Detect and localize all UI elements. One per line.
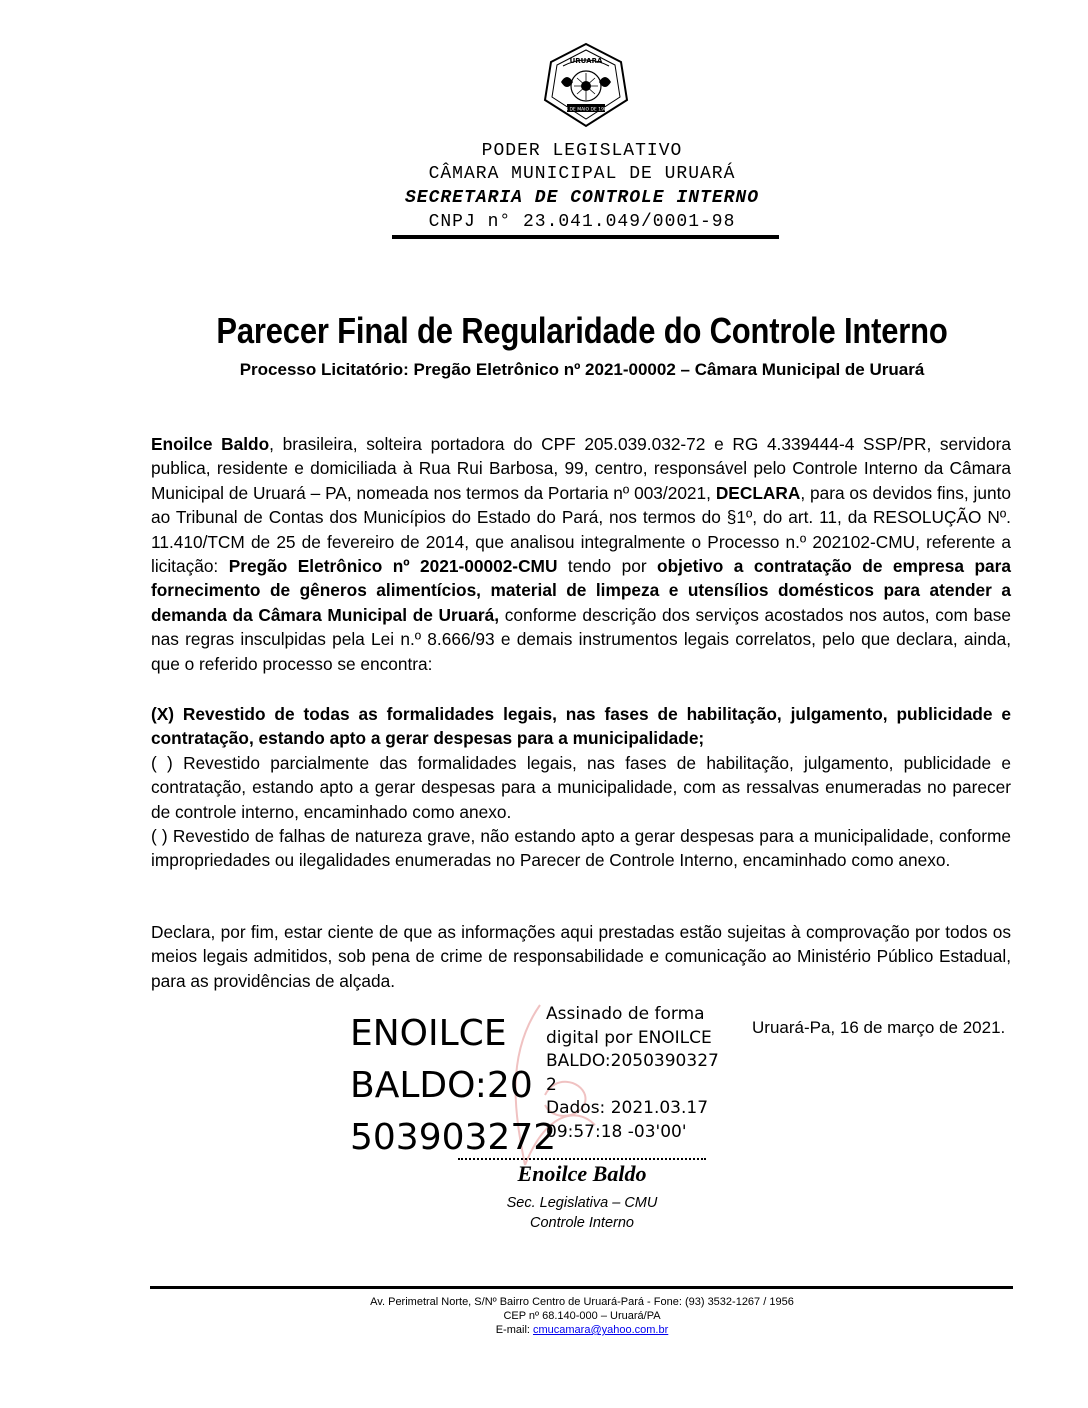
footer-cep: CEP nº 68.140-000 – Uruará/PA <box>503 1310 661 1322</box>
place-and-date: Uruará-Pa, 16 de março de 2021. <box>752 1018 1006 1037</box>
options-list <box>151 702 1011 873</box>
footer-address: Av. Perimetral Norte, S/Nº Bairro Centro de Uruará-Pará - Fone: (93) 3532-1267 / 1956 <box>370 1296 794 1308</box>
signer-department: Controle Interno <box>530 1215 634 1231</box>
signer-name: Enoilce Baldo <box>517 1161 647 1186</box>
footer-email-link[interactable]: cmucamara@yahoo.com.br <box>533 1324 669 1336</box>
signature-detail-line: 09:57:18 -03'00' <box>546 1121 687 1142</box>
paragraph-text: , para os devidos fins, junto ao Tribunal de Contas dos Municípios do Estado do Pará, nos termos do §1º, do art. 11, da RESOLUÇÃO Nº. 11.410/TCM de 25 de fevereiro de 2014, que analisou integralmente o Processo n.º 202102-CMU, referente a licitação: <box>151 482 1011 577</box>
page-title: Parecer Final de Regularidade do Controle Interno <box>216 310 948 351</box>
svg-text:13 DE MAIO DE 1988: 13 DE MAIO DE 1988 <box>562 107 610 113</box>
signature-line <box>458 1144 706 1160</box>
header-line-secretaria: SECRETARIA DE CONTROLE INTERNO <box>404 188 760 208</box>
header-line-cnpj: CNPJ n° 23.041.049/0001-98 <box>428 212 736 232</box>
pregao-reference: Pregão Eletrônico nº 2021-00002-CMU <box>228 556 558 577</box>
declaration-paragraph <box>151 432 1011 676</box>
svg-text:URUARÁ: URUARÁ <box>569 57 603 65</box>
header-line-camara: CÂMARA MUNICIPAL DE URUARÁ <box>428 164 736 184</box>
footer-email-line <box>0 1323 1088 1337</box>
declarant-name: Enoilce Baldo <box>151 434 270 454</box>
signature-detail-line: digital por ENOILCE <box>546 1027 712 1048</box>
digital-signature-name <box>350 1008 556 1164</box>
page-subtitle: Processo Licitatório: Pregão Eletrônico nº 2021-00002 – Câmara Municipal de Uruará <box>239 360 925 379</box>
paragraph-text: conforme descrição dos serviços acostados nos autos, com base nas regras insculpidas pela Lei n.º 8.666/93 e demais instrumentos legais correlatos, pelo que declara, ainda, que o referido processo se encontra: <box>151 604 1011 674</box>
footer-divider <box>150 1286 1013 1289</box>
signature-detail-line: BALDO:2050390327 <box>546 1051 719 1071</box>
signer-role: Sec. Legislativa – CMU <box>506 1195 658 1211</box>
footer-email-label: E-mail: <box>495 1324 533 1336</box>
signature-detail-line: Assinado de forma <box>546 1004 705 1024</box>
digital-signature-details <box>546 1003 746 1144</box>
signature-big-line: BALDO:20 <box>350 1065 533 1106</box>
paragraph-text: tendo por <box>557 556 658 577</box>
signature-detail-line: 2 <box>546 1074 557 1095</box>
header-divider <box>392 235 779 239</box>
option-irregular: ( ) Revestido de falhas de natureza grave, não estando apto a gerar despesas para a municipalidade, conforme impropriedades ou ilegalidades enumeradas no Parecer de Controle Interno, encaminhado como anexo. <box>151 826 1011 871</box>
closing-paragraph: Declara, por fim, estar ciente de que as informações aqui prestadas estão sujeitas à comprovação por todos os meios legais admitidos, sob pena de crime de responsabilidade e comunicação ao Ministério Público Estadual, para as providências de alçada. <box>151 922 1011 991</box>
header-line-poder-legislativo: PODER LEGISLATIVO <box>481 141 683 161</box>
paragraph-text: , brasileira, solteira portadora do CPF 205.039.032-72 e RG 4.339444-4 SSP/PR, servidora publica, residente e domiciliada à Rua Rui Barbosa, 99, centro, responsável pelo Controle Interno da Câmara Municipal de Uruará – PA, nomeada nos termos da Portaria nº 003/2021, <box>151 434 1011 503</box>
declara-keyword: DECLARA <box>715 482 801 503</box>
municipal-seal-logo <box>543 42 629 128</box>
signature-detail-line: Dados: 2021.03.17 <box>546 1098 709 1118</box>
objective-text: objetivo a contratação de empresa para fornecimento de gêneros alimentícios, material de limpeza e utensílios domésticos para atender a demanda da Câmara Municipal de Uruará, <box>151 556 1011 625</box>
option-partial: ( ) Revestido parcialmente das formalidades legais, nas fases de habilitação, julgamento, publicidade e contratação, estando apto a gerar despesas para a municipalidade, com as ressalvas enumeradas no parecer de controle interno, encaminhado como anexo. <box>151 752 1011 822</box>
option-regular-checked: (X) Revestido de todas as formalidades legais, nas fases de habilitação, julgamento, publicidade e contratação, estando apto a gerar despesas para a municipalidade; <box>151 704 1011 749</box>
signature-big-line: 503903272 <box>350 1117 557 1158</box>
signature-big-line: ENOILCE <box>350 1013 507 1054</box>
